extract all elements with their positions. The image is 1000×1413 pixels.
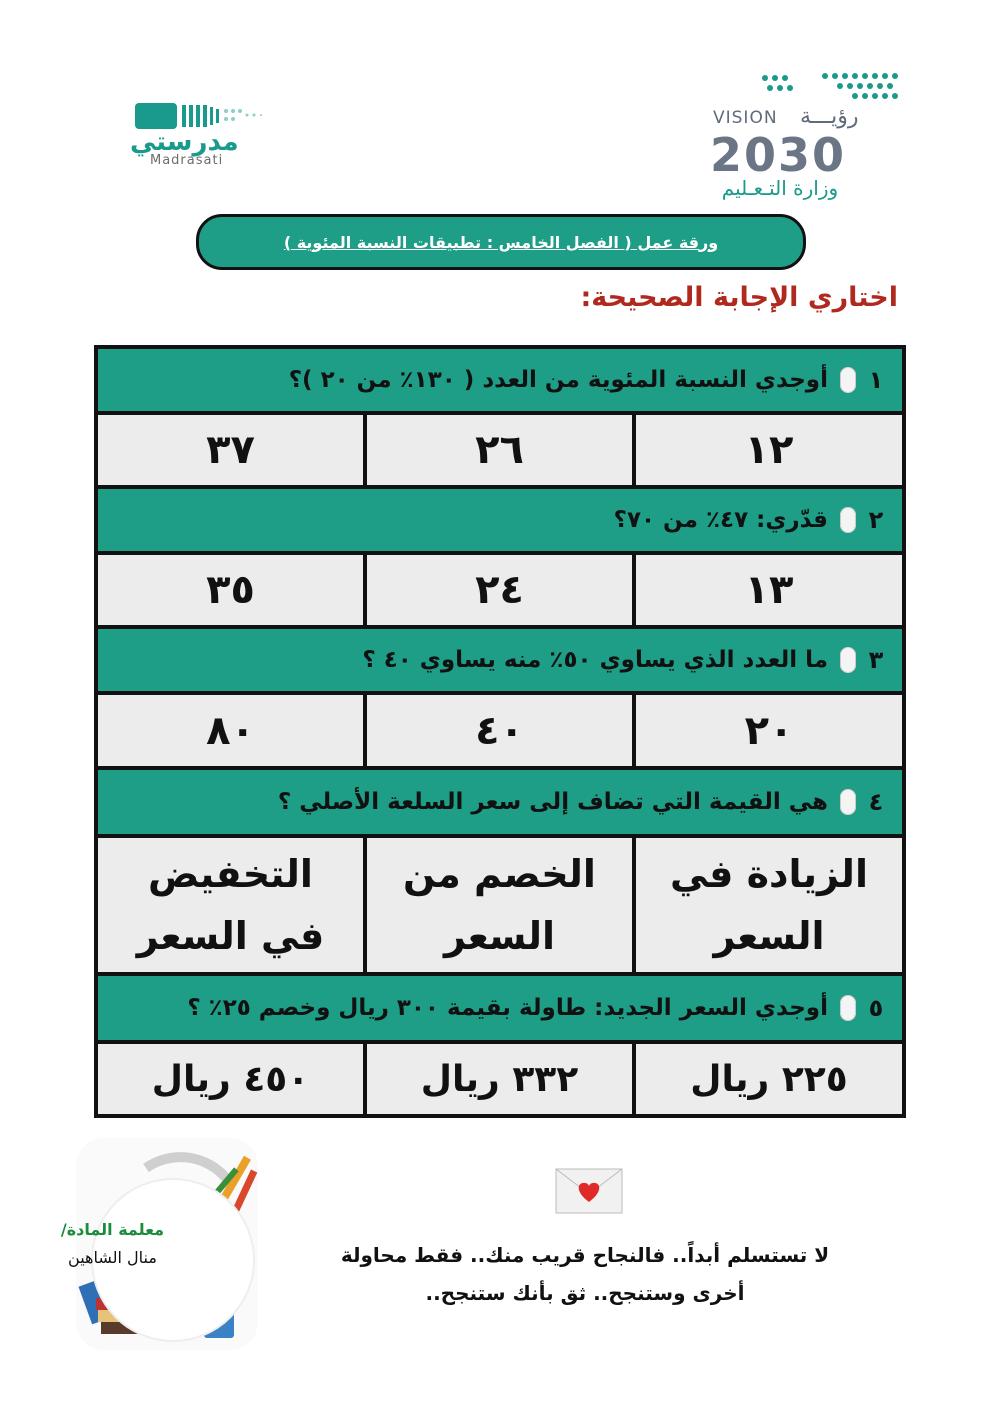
ministry-name: وزارة التـعـليم (721, 176, 839, 200)
answer-row-1 (98, 415, 902, 485)
vision-ar-label: رؤيـــة (800, 104, 859, 129)
answer-option[interactable]: ١٣ (636, 555, 902, 625)
answer-option[interactable]: الزيادة في السعر (636, 838, 902, 972)
instruction-heading: اختاري الإجابة الصحيحة: (580, 282, 898, 313)
question-checkbox[interactable] (840, 647, 856, 673)
question-checkbox[interactable] (840, 995, 856, 1021)
question-text: قدّري: ٤٧٪ من ٧٠؟ (613, 507, 828, 533)
question-number: ٥ (868, 994, 884, 1022)
question-number: ٣ (868, 646, 884, 674)
question-row-1 (98, 349, 902, 411)
question-checkbox[interactable] (840, 789, 856, 815)
vision-year: 2030 (710, 128, 847, 182)
question-number: ١ (868, 366, 884, 394)
answer-option[interactable]: ٣٣٢ ريال (367, 1044, 632, 1114)
question-row-3 (98, 629, 902, 691)
answer-option[interactable]: ٢٢٥ ريال (636, 1044, 902, 1114)
madrasati-en-text: Madrasati (150, 153, 224, 168)
question-text: ما العدد الذي يساوي ٥٠٪ منه يساوي ٤٠ ؟ (362, 647, 828, 673)
answer-option[interactable]: التخفيض في السعر (98, 838, 363, 972)
question-row-4 (98, 770, 902, 834)
question-checkbox[interactable] (840, 507, 856, 533)
answer-option[interactable]: ٤٠ (367, 695, 632, 766)
vision-2030-logo (705, 70, 905, 205)
teacher-name: منال الشاهين (68, 1248, 157, 1267)
answer-row-4 (98, 838, 902, 972)
madrasati-logo (120, 95, 270, 175)
heart-envelope-icon (555, 1168, 623, 1214)
question-row-5 (98, 976, 902, 1040)
answer-option[interactable]: ١٢ (636, 415, 902, 485)
answer-row-5 (98, 1044, 902, 1114)
motivational-quote: لا تستسلم أبداً.. فالنجاح قريب منك.. فقط محاولة أخرى وستنجح.. ثق بأنك ستنجح.. (340, 1243, 830, 1305)
vision-label: VISION (713, 108, 778, 128)
worksheet-title-banner (196, 214, 806, 270)
answer-row-3 (98, 695, 902, 766)
answer-option[interactable]: ٢٠ (636, 695, 902, 766)
answer-row-2 (98, 555, 902, 625)
question-text: أوجدي النسبة المئوية من العدد ( ١٣٠٪ من ٢٠ )؟ (288, 367, 828, 393)
vision-dots-icon (705, 70, 905, 106)
question-number: ٢ (868, 506, 884, 534)
answer-option[interactable]: ٢٤ (367, 555, 632, 625)
answer-option[interactable]: ٤٥٠ ريال (98, 1044, 363, 1114)
question-text: هي القيمة التي تضاف إلى سعر السلعة الأصلي ؟ (277, 789, 828, 815)
question-number: ٤ (868, 788, 884, 816)
question-table (94, 345, 906, 1118)
question-row-2 (98, 489, 902, 551)
worksheet-title: ورقة عمل ( الفصل الخامس : تطبيقات النسبة المئوية ) (283, 232, 719, 252)
madrasati-ar-text: مدرستي (130, 127, 239, 157)
question-text: أوجدي السعر الجديد: طاولة بقيمة ٣٠٠ ريال وخصم ٢٥٪ ؟ (187, 995, 828, 1021)
answer-option[interactable]: ٣٧ (98, 415, 363, 485)
answer-option[interactable]: ٢٦ (367, 415, 632, 485)
answer-option[interactable]: ٣٥ (98, 555, 363, 625)
teacher-title: معلمة المادة/ (60, 1220, 165, 1239)
question-checkbox[interactable] (840, 367, 856, 393)
teacher-card (76, 1138, 258, 1350)
madrasati-mark-icon (130, 97, 280, 131)
answer-option[interactable]: ٨٠ (98, 695, 363, 766)
answer-option[interactable]: الخصم من السعر (367, 838, 632, 972)
